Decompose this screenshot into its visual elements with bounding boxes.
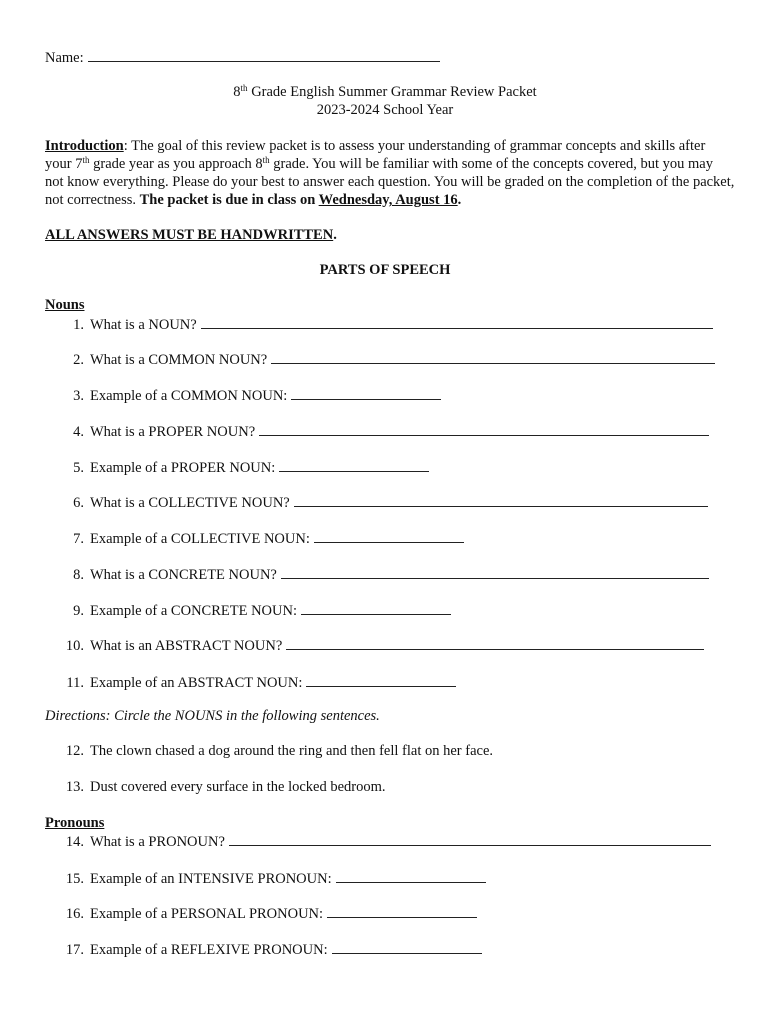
question-text: What is a COLLECTIVE NOUN? xyxy=(90,495,290,511)
question-number: 6. xyxy=(73,495,84,511)
name-row xyxy=(45,48,440,67)
introduction-label: Introduction xyxy=(45,138,124,154)
handwritten-notice-period: . xyxy=(333,227,337,243)
answer-line[interactable] xyxy=(201,315,713,329)
introduction-paragraph xyxy=(45,137,735,209)
answer-line[interactable] xyxy=(336,869,486,883)
answer-line[interactable] xyxy=(332,940,482,954)
question-7 xyxy=(62,529,464,548)
question-text: Example of an INTENSIVE PRONOUN: xyxy=(90,871,332,887)
question-number: 1. xyxy=(73,317,84,333)
answer-line[interactable] xyxy=(294,493,708,507)
due-statement: The packet is due in class on xyxy=(139,192,319,208)
question-5 xyxy=(62,458,429,477)
answer-line[interactable] xyxy=(259,422,709,436)
intro-text-2: grade year as you approach 8 xyxy=(89,156,263,172)
sentence-text[interactable]: The clown chased a dog around the ring and then fell flat on her face. xyxy=(90,743,494,759)
handwritten-notice xyxy=(45,227,337,244)
intro-text-3: grade. You will be familiar with some of the concepts covered, but you may not know everything. Please do your best to answer each question. You will be graded on the completion of the packet, not correctness. xyxy=(45,156,735,208)
due-period: . xyxy=(457,192,462,208)
packet-title xyxy=(0,84,770,101)
answer-line[interactable] xyxy=(301,601,451,615)
question-text: Example of a COMMON NOUN: xyxy=(90,388,288,404)
question-number: 14. xyxy=(65,834,84,850)
question-6 xyxy=(62,493,708,512)
question-text: What is a PROPER NOUN? xyxy=(90,424,256,440)
question-15 xyxy=(62,869,486,888)
answer-line[interactable] xyxy=(281,565,709,579)
question-number: 8. xyxy=(73,567,84,583)
question-8 xyxy=(62,565,709,584)
question-number: 17. xyxy=(65,942,84,958)
directions: Directions: Circle the NOUNS in the following sentences. xyxy=(45,708,380,724)
question-16 xyxy=(62,904,477,923)
answer-line[interactable] xyxy=(286,636,704,650)
title-grade-number: 8 xyxy=(233,84,241,100)
intro-sup-1: th xyxy=(82,155,90,165)
due-date: Wednesday, August 16 xyxy=(318,192,458,208)
question-9 xyxy=(62,601,451,620)
question-number: 7. xyxy=(73,531,84,547)
question-text: Example of an ABSTRACT NOUN: xyxy=(90,675,303,691)
pronouns-heading: Pronouns xyxy=(45,815,105,831)
question-1 xyxy=(62,315,713,334)
intro-sup-2: th xyxy=(262,155,270,165)
section-heading: PARTS OF SPEECH xyxy=(319,262,451,278)
question-number: 11. xyxy=(66,675,84,691)
question-text: Example of a CONCRETE NOUN: xyxy=(90,603,297,619)
name-label: Name: xyxy=(45,50,84,66)
name-answer-line[interactable] xyxy=(88,48,440,62)
question-number: 3. xyxy=(73,388,84,404)
question-number: 9. xyxy=(73,603,84,619)
answer-line[interactable] xyxy=(271,350,715,364)
answer-line[interactable] xyxy=(229,832,711,846)
question-text: Example of a PERSONAL PRONOUN: xyxy=(90,906,324,922)
sentence-13 xyxy=(62,779,386,796)
question-number: 12. xyxy=(65,743,84,759)
question-number: 13. xyxy=(65,779,84,795)
question-3 xyxy=(62,386,441,405)
sentence-12 xyxy=(62,743,493,760)
school-year: 2023-2024 School Year xyxy=(316,102,454,118)
answer-line[interactable] xyxy=(279,458,429,472)
title-text: Grade English Summer Grammar Review Packet xyxy=(247,84,537,100)
question-text: What is a PRONOUN? xyxy=(90,834,225,850)
answer-line[interactable] xyxy=(314,529,464,543)
answer-line[interactable] xyxy=(291,386,441,400)
question-number: 16. xyxy=(65,906,84,922)
answer-line[interactable] xyxy=(306,673,456,687)
nouns-heading: Nouns xyxy=(45,297,85,313)
title-grade-suffix: th xyxy=(240,83,248,93)
question-2 xyxy=(62,350,715,369)
question-text: What is a NOUN? xyxy=(90,317,197,333)
sentence-text[interactable]: Dust covered every surface in the locked bedroom. xyxy=(90,779,386,795)
question-4 xyxy=(62,422,709,441)
question-number: 2. xyxy=(73,352,84,368)
question-11 xyxy=(62,673,456,692)
handwritten-notice-text: ALL ANSWERS MUST BE HANDWRITTEN xyxy=(45,227,334,243)
question-number: 4. xyxy=(73,424,84,440)
question-text: Example of a PROPER NOUN: xyxy=(90,460,276,476)
question-number: 5. xyxy=(73,460,84,476)
question-text: What is an ABSTRACT NOUN? xyxy=(90,638,283,654)
question-10 xyxy=(62,636,704,655)
question-text: What is a CONCRETE NOUN? xyxy=(90,567,277,583)
answer-line[interactable] xyxy=(327,904,477,918)
question-text: Example of a COLLECTIVE NOUN: xyxy=(90,531,310,547)
question-text: Example of a REFLEXIVE PRONOUN: xyxy=(90,942,328,958)
question-text: What is a COMMON NOUN? xyxy=(90,352,268,368)
intro-text-1: : The goal of this review packet is to assess your understanding of grammar concepts and skills after your 7 xyxy=(45,138,706,172)
question-14 xyxy=(62,832,711,851)
question-number: 10. xyxy=(65,638,84,654)
question-number: 15. xyxy=(65,871,84,887)
question-17 xyxy=(62,940,482,959)
